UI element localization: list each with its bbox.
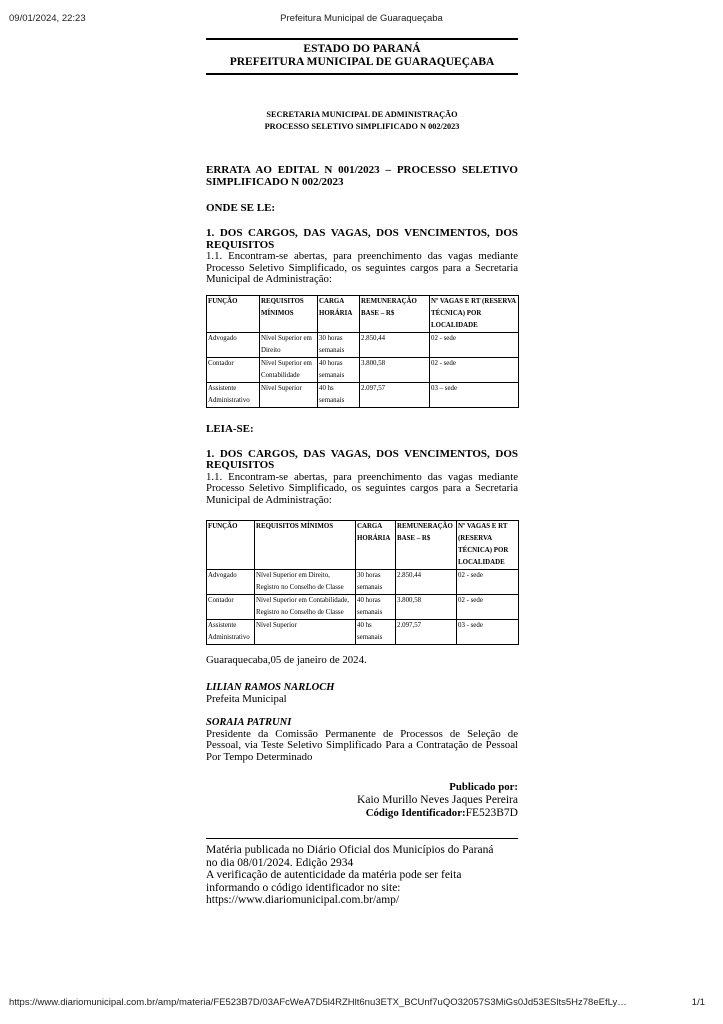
- table-row: [207, 595, 519, 620]
- footer-url: https://www.diariomunicipal.com.br/amp/materia/FE523B7D/03AFcWeA7D5l4RZHlt6nu3ETX_BCUnf7uQO32057S3MiGs0Jd53ESlts5Hz78eEfLy…: [9, 997, 627, 1008]
- header-cell: Nº VAGAS E RT (RESERVA TÉCNICA) POR LOCALIDADE: [457, 521, 519, 570]
- table-cell: Nível Superior em Direito, Registro no Conselho de Classe: [255, 570, 356, 595]
- table-cell: 02 - sede: [457, 595, 519, 620]
- header-prefeitura: PREFEITURA MUNICIPAL DE GUARAQUEÇABA: [229, 56, 495, 68]
- table-cell: Contador: [207, 595, 255, 620]
- header-cell: REQUISITOS MÍNIMOS: [255, 521, 356, 570]
- secretaria-name: SECRETARIA MUNICIPAL DE ADMINISTRAÇÃO: [266, 110, 458, 119]
- secretaria-block: [206, 109, 518, 133]
- leia-section-title: 1. DOS CARGOS, DAS VAGAS, DOS VENCIMENTOS, DOS REQUISITOS: [206, 447, 518, 471]
- publication-label: Publicado por:: [449, 781, 518, 793]
- table-cell: 40 horas semanais: [356, 595, 396, 620]
- table-cell: Nível Superior: [255, 620, 356, 645]
- header-cell: FUNÇÃO: [207, 521, 255, 570]
- header-cell: CARGA HORÁRIA: [318, 295, 360, 332]
- leia-se-label: LEIA-SE:: [206, 422, 254, 435]
- identifier-line: [206, 807, 518, 820]
- print-footer: [0, 997, 723, 1011]
- table-cell: Nível Superior em Contabilidade: [260, 357, 318, 382]
- table-cell: 3.800,58: [396, 595, 457, 620]
- table-cell: 2.850,44: [360, 332, 430, 357]
- table-cell: 02 - sede: [430, 357, 519, 382]
- table-cell: 30 horas semanais: [318, 332, 360, 357]
- table-cell: 40 hs semanais: [356, 620, 396, 645]
- document-header: [206, 38, 518, 75]
- table-cell: 2.097,57: [360, 382, 430, 407]
- print-header: [0, 13, 723, 27]
- print-title: Prefeitura Municipal de Guaraqueçaba: [280, 13, 443, 24]
- table-cell: Assistente Administrativo: [207, 382, 260, 407]
- leia-paragraph: 1.1. Encontram-se abertas, para preenchimento das vagas mediante Processo Seletivo Simplificado, os seguintes cargos para a Secretaria Municipal de Administração:: [206, 470, 518, 506]
- table-cell: Advogado: [207, 332, 260, 357]
- signature-role: Presidente da Comissão Permanente de Processos de Seleção de Pessoal, via Teste Seletivo Simplificado Para a Contratação de Pessoal Por Tempo Determinado: [206, 727, 518, 763]
- publication-block: [206, 781, 518, 820]
- table-cell: Nível Superior: [260, 382, 318, 407]
- table-cell: 02 - sede: [457, 570, 519, 595]
- leia-cargos-table: [206, 520, 519, 645]
- table-header-row: [207, 521, 519, 570]
- table-cell: Advogado: [207, 570, 255, 595]
- identifier-label: Código Identificador:: [365, 807, 466, 819]
- table-header-row: [207, 295, 519, 332]
- process-name: PROCESSO SELETIVO SIMPLIFICADO N 002/2023: [264, 122, 460, 131]
- table-row: [207, 382, 519, 407]
- table-cell: 40 horas semanais: [318, 357, 360, 382]
- notice-line: A verificação de autenticidade da matéria pode ser feita: [206, 869, 462, 881]
- page-number: 1/1: [691, 997, 705, 1008]
- notice-url: https://www.diariomunicipal.com.br/amp/: [206, 894, 400, 906]
- onde-cargos-table: [206, 295, 519, 408]
- table-cell: Assistente Administrativo: [207, 620, 255, 645]
- document-body: [206, 38, 518, 907]
- table-row: [207, 570, 519, 595]
- signature-name: LILIAN RAMOS NARLOCH: [206, 682, 335, 693]
- errata-title: ERRATA AO EDITAL N 001/2023 – PROCESSO SELETIVO SIMPLIFICADO N 002/2023: [206, 164, 518, 188]
- table-cell: 30 horas semanais: [356, 570, 396, 595]
- publisher-name: Kaio Murillo Neves Jaques Pereira: [357, 794, 518, 806]
- header-cell: FUNÇÃO: [207, 295, 260, 332]
- table-cell: Nível Superior em Direito: [260, 332, 318, 357]
- print-date: 09/01/2024, 22:23: [9, 13, 86, 24]
- header-cell: REMUNERAÇÃO BASE – R$: [396, 521, 457, 570]
- table-row: [207, 357, 519, 382]
- signature-name: SORAIA PATRUNI: [206, 716, 292, 728]
- onde-paragraph: 1.1. Encontram-se abertas, para preenchimento das vagas mediante Processo Seletivo Simplificado, os seguintes cargos para a Secretaria Municipal de Administração:: [206, 250, 518, 285]
- table-cell: 03 - sede: [457, 620, 519, 645]
- identifier-code: FE523B7D: [465, 807, 518, 819]
- header-cell: CARGA HORÁRIA: [356, 521, 396, 570]
- date-line: Guaraquecaba,05 de janeiro de 2024.: [206, 654, 367, 666]
- table-cell: 40 hs semanais: [318, 382, 360, 407]
- table-cell: 03 – sede: [430, 382, 519, 407]
- notice-line: informando o código identificador no site:: [206, 881, 401, 894]
- header-cell: REQUISITOS MÍNIMOS: [260, 295, 318, 332]
- onde-se-le-label: ONDE SE LE:: [206, 202, 276, 214]
- table-cell: 2.850,44: [396, 570, 457, 595]
- table-cell: Contador: [207, 357, 260, 382]
- table-row: [207, 620, 519, 645]
- notice-line: no dia 08/01/2024. Edição 2934: [206, 856, 354, 869]
- table-cell: 3.800,58: [360, 357, 430, 382]
- notice-line: Matéria publicada no Diário Oficial dos Municípios do Paraná: [206, 844, 494, 856]
- signature-role: Prefeita Municipal: [206, 693, 287, 705]
- header-state: ESTADO DO PARANÁ: [303, 43, 421, 55]
- header-cell: REMUNERAÇÃO BASE – R$: [360, 295, 430, 332]
- table-cell: 02 - sede: [430, 332, 519, 357]
- table-cell: Nível Superior em Contabilidade, Registro no Conselho de Classe: [255, 595, 356, 620]
- onde-section-title: 1. DOS CARGOS, DAS VAGAS, DOS VENCIMENTOS, DOS REQUISITOS: [206, 227, 518, 251]
- header-cell: Nº VAGAS E RT (RESERVA TÉCNICA) POR LOCALIDADE: [430, 295, 519, 332]
- table-cell: 2.097,57: [396, 620, 457, 645]
- table-row: [207, 332, 519, 357]
- authenticity-notice: [206, 838, 518, 907]
